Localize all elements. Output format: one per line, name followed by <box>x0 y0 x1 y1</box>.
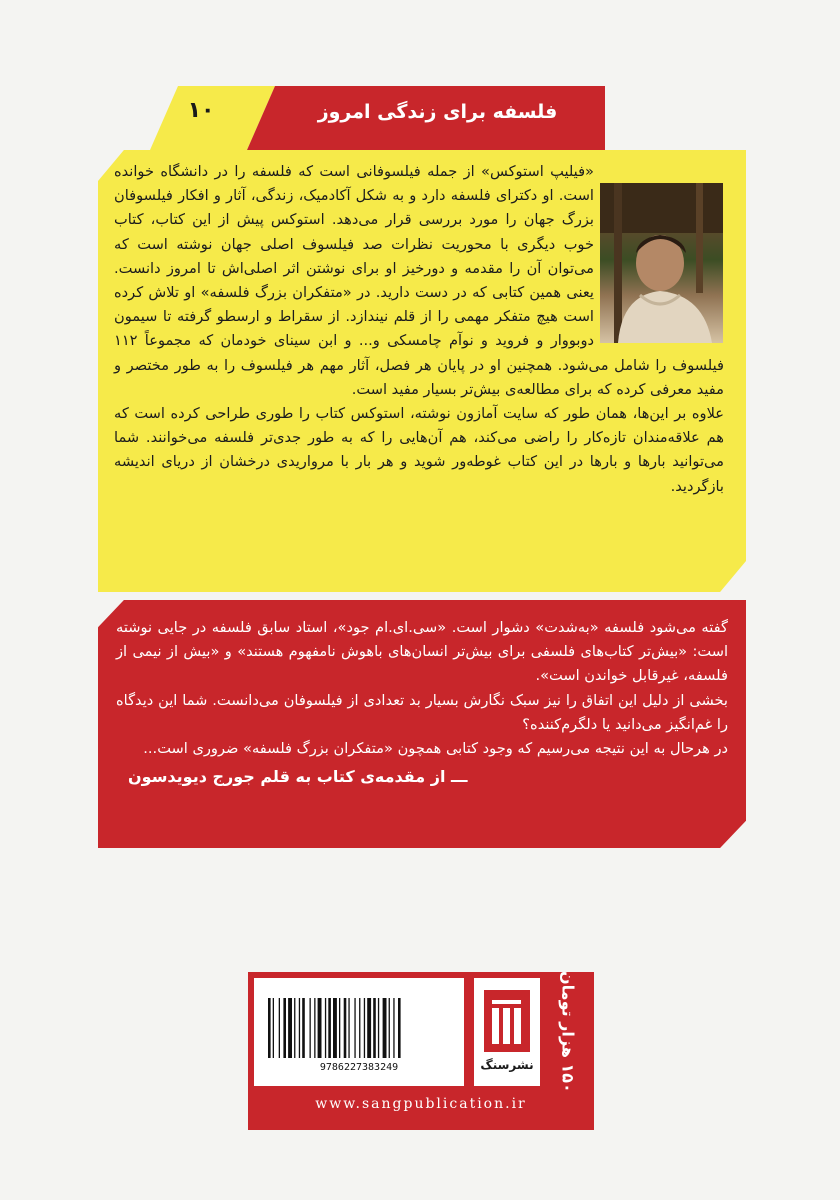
barcode-bars <box>266 998 452 1060</box>
quote-signature: ـــ از مقدمه‌ی کتاب به قلم جورج دیویدسون <box>128 767 468 787</box>
blurb-text <box>114 160 724 499</box>
quote-paragraph-2: بخشی از دلیل این اتفاق را نیز سبک نگارش بسیار بد تعدادی از فیلسوفان می‌دانست. شما این دیدگاه را غم‌انگیز می‌دانید یا دلگرم‌کننده؟ <box>116 691 728 733</box>
barcode <box>254 978 464 1086</box>
isbn-number: 9786227383249 <box>319 1062 399 1073</box>
series-band <box>150 86 605 150</box>
blurb-paragraph-2: علاوه بر این‌ها، همان طور که سایت آمازون نوشته، استوکس کتاب را طوری طراحی کرده است که هم علاقه‌مندان تازه‌کار را راضی می‌کند، هم آن‌هایی را که به طور جدی‌تر فلسفه می‌خوانند. شما می‌توانید بارها و بارها در این کتاب غوطه‌ور شوید و هر بار با مرواریدی درخشان از دریای اندیشه بازگردید. <box>114 405 724 495</box>
quote-paragraph-1: گفته می‌شود فلسفه «به‌شدت» دشوار است. «سی.ای.ام جود»، استاد سابق فلسفه در جایی نوشته است: «بیش‌تر کتاب‌های فلسفی برای بیش‌تر انسان‌های باهوش نامفهوم هستند» و «بیش از نیمی از فلسفه، غیرقابل خواندن است». <box>116 619 728 685</box>
publisher-logo-icon <box>484 990 530 1052</box>
quote-paragraph-3: در هرحال به این نتیجه می‌رسیم که وجود کتابی همچون «متفکران بزرگ فلسفه» ضروری است... <box>143 740 728 758</box>
quote-text <box>116 616 728 786</box>
series-title: فلسفه برای زندگی امروز <box>317 101 558 123</box>
footer-panel <box>248 972 594 1130</box>
blurb-paragraph-1: «فیلیپ استوکس» از جمله فیلسوفانی است که فلسفه را در دانشگاه خوانده است. او دکترای فلسفه دارد و به شکل آکادمیک، زندگی، آثار و افکار فیلسوفان بزرگ جهان را مورد بررسی قرار می‌دهد. استوکس پیش از این کتاب، کتاب خوب دیگری با محوریت نظرات صد فیلسوف اصلی جهان نوشته است که می‌توان آن را مقدمه و دورخیز او برای نوشتن اثر اصلی‌اش تا امروز دانست. یعنی همین کتابی که در دست دارید. در «متفکران بزرگ فلسفه» او تلاش کرده است هیچ متفکر مهمی را از قلم نیندازد. از سقراط و ارسطو گرفته تا سیمون دوبووار و فروید و نوآم چامسکی و... و ابن سینای خودمان که مجموعاً ۱۱۲ فیلسوف را شامل می‌شود. همچنین او در پایان هر فصل، آثار مهم هر فیلسوف را به طور مختصر و مفید معرفی کرده که برای مطالعه‌ی بیش‌تر بسیار مفید است. <box>114 163 724 398</box>
publisher-name: نشرسنگ <box>480 1058 534 1072</box>
website-url: www.sangpublication.ir <box>315 1096 527 1112</box>
price: ۱۵۰ هزار تومان <box>558 971 578 1093</box>
series-number: ۱۰ <box>187 98 215 123</box>
publisher-logo <box>474 978 540 1086</box>
